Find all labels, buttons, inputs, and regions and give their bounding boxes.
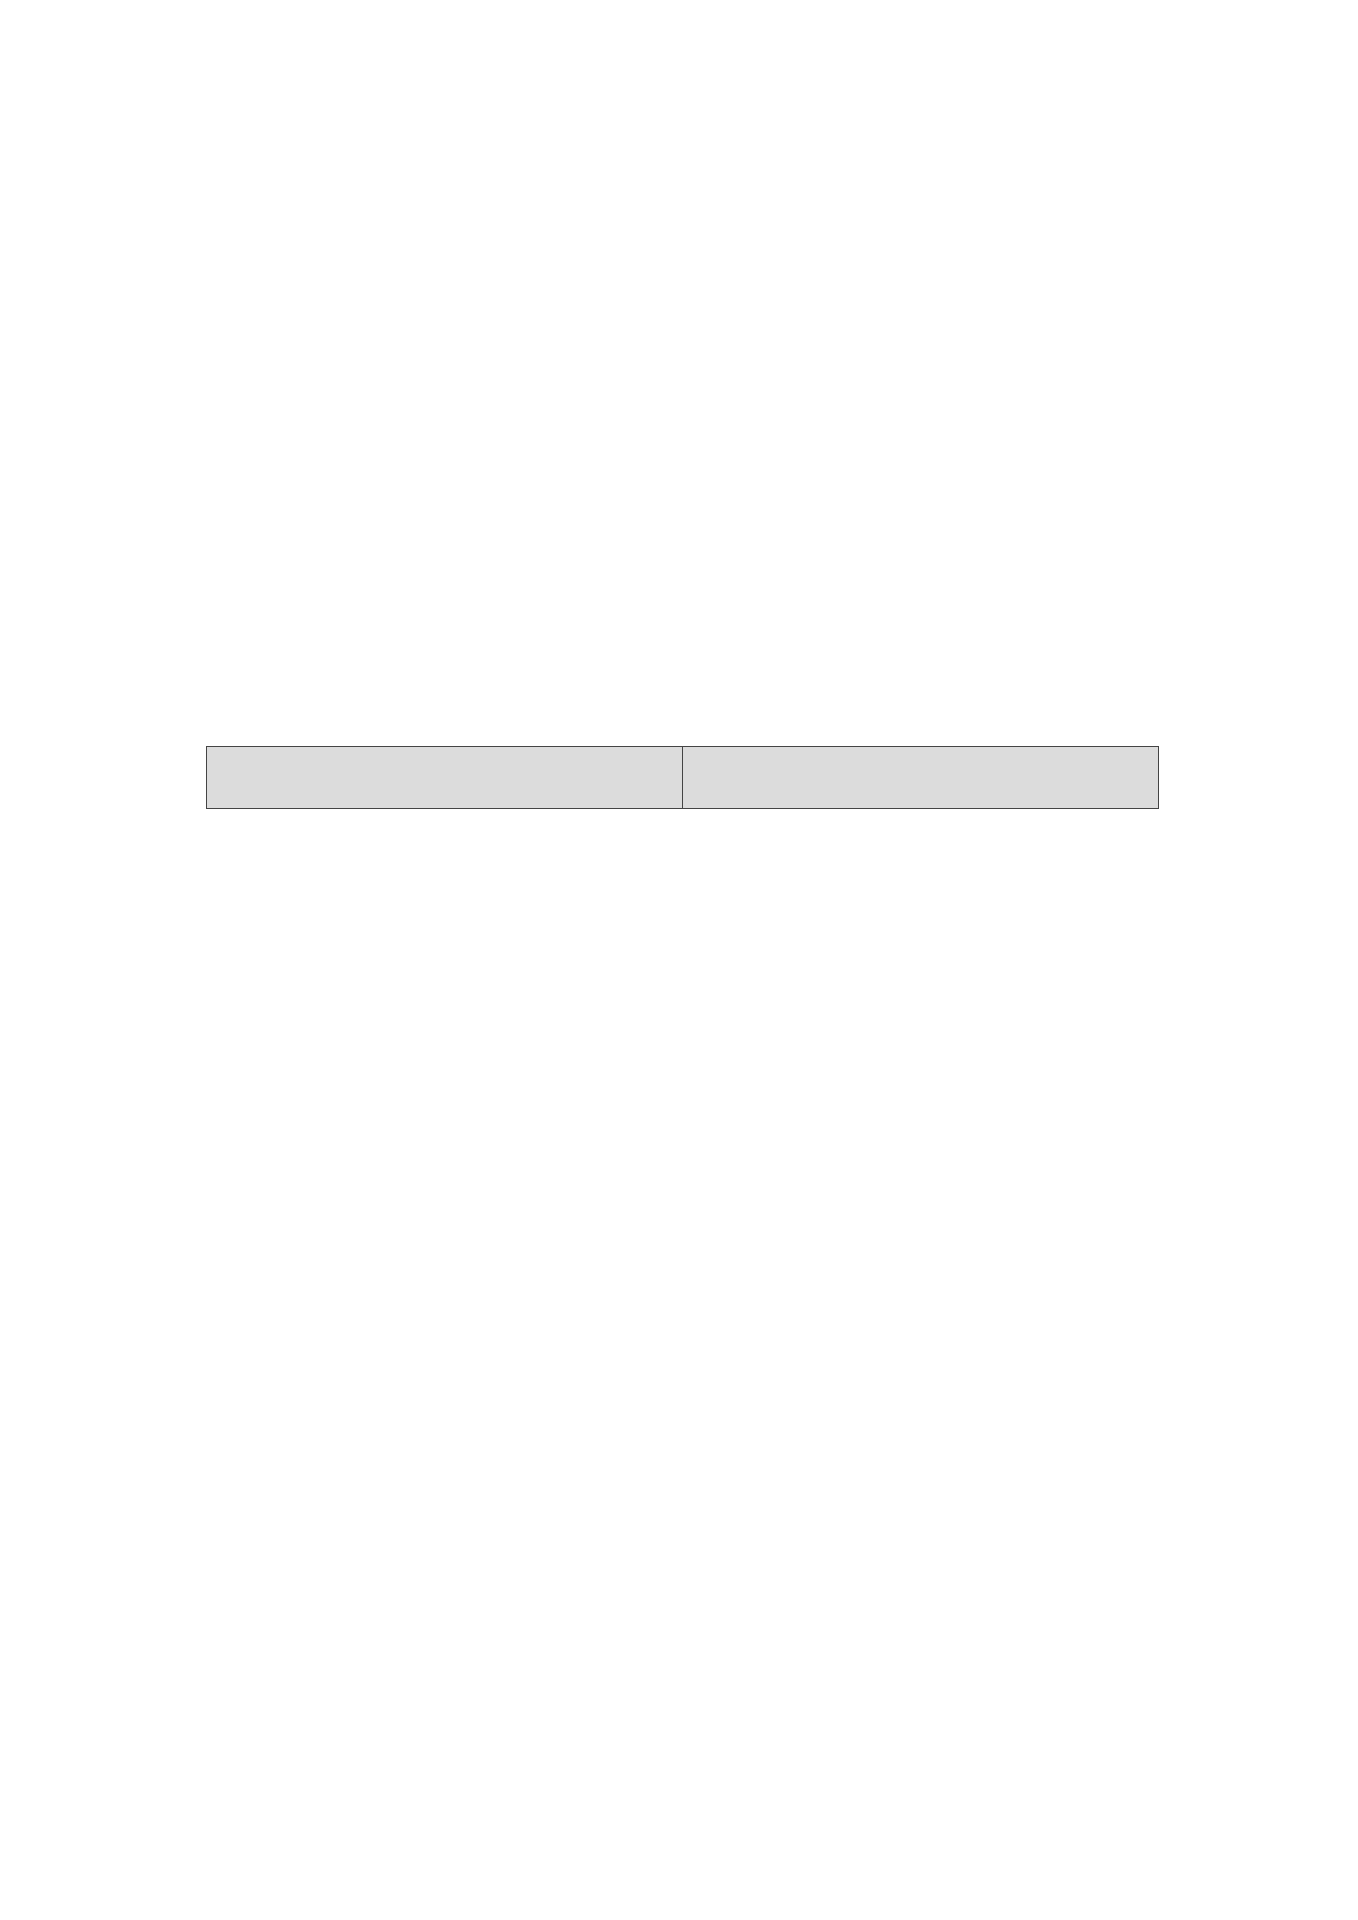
header-actor <box>683 747 1159 809</box>
cast-table-header <box>207 747 1159 809</box>
header-role <box>207 747 683 809</box>
cast-table <box>206 746 1159 809</box>
